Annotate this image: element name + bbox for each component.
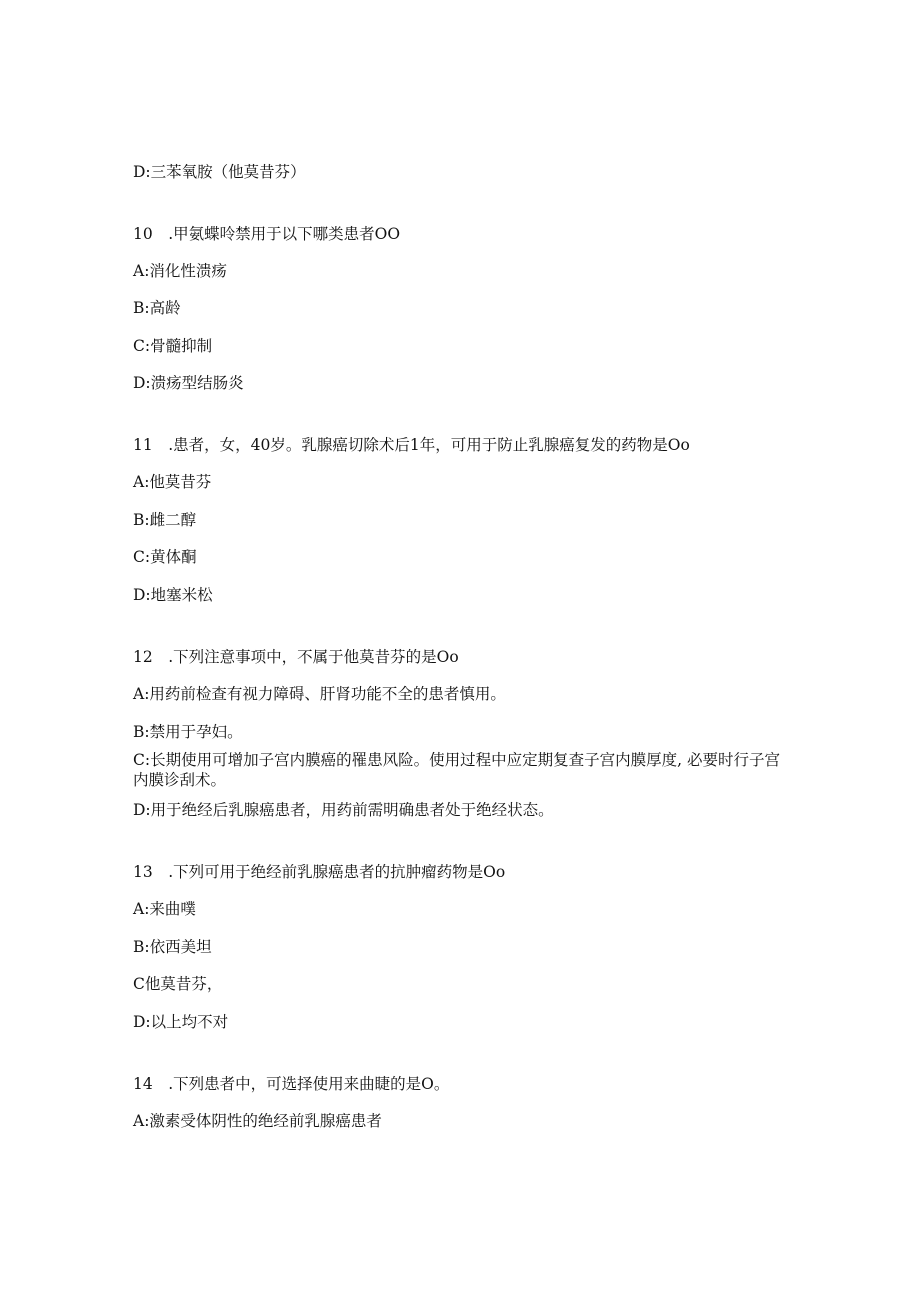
q11-question: 11 .患者，女，40岁。乳腺癌切除术后1年，可用于防止乳腺癌复发的药物是Oo bbox=[133, 436, 690, 454]
q13-option-c: C他莫昔芬， bbox=[133, 975, 223, 993]
q10-option-d: D:溃疡型结肠炎 bbox=[133, 374, 244, 392]
q13-option-a: A:来曲噗 bbox=[133, 900, 196, 918]
q11-option-b: B:雌二醇 bbox=[133, 511, 197, 529]
q12-question: 12 .下列注意事项中，不属于他莫昔芬的是Oo bbox=[133, 648, 459, 666]
q12-option-b: B:禁用于孕妇。 bbox=[133, 723, 243, 741]
q12-option-c: C:长期使用可增加子宫内膜癌的罹患风险。使用过程中应定期复查子宫内膜厚度, 必要时行子宫内膜诊刮术。 bbox=[133, 751, 780, 789]
q11-option-a: A:他莫昔芬 bbox=[133, 473, 212, 491]
q10-question: 10 .甲氨蝶呤禁用于以下哪类患者OO bbox=[133, 225, 401, 243]
q10-option-a: A:消化性溃疡 bbox=[133, 262, 227, 280]
q13-option-d: D:以上均不对 bbox=[133, 1013, 229, 1031]
q14-question: 14 .下列患者中，可选择使用来曲睫的是O。 bbox=[133, 1075, 450, 1093]
q11-option-c: C:黄体酮 bbox=[133, 548, 197, 566]
q9-option-d: D:三苯氧胺（他莫昔芬） bbox=[133, 163, 306, 181]
q12-option-a: A:用药前检查有视力障碍、肝肾功能不全的患者慎用。 bbox=[133, 685, 506, 703]
q13-option-b: B:依西美坦 bbox=[133, 938, 212, 956]
q10-option-c: C:骨髓抑制 bbox=[133, 337, 213, 355]
q14-option-a: A:激素受体阴性的绝经前乳腺癌患者 bbox=[133, 1112, 382, 1130]
q13-question: 13 .下列可用于绝经前乳腺癌患者的抗肿瘤药物是Oo bbox=[133, 863, 506, 881]
q10-option-b: B:高龄 bbox=[133, 299, 181, 317]
q11-option-d: D:地塞米松 bbox=[133, 586, 213, 604]
q12-option-d: D:用于绝经后乳腺癌患者，用药前需明确患者处于绝经状态。 bbox=[133, 801, 554, 819]
